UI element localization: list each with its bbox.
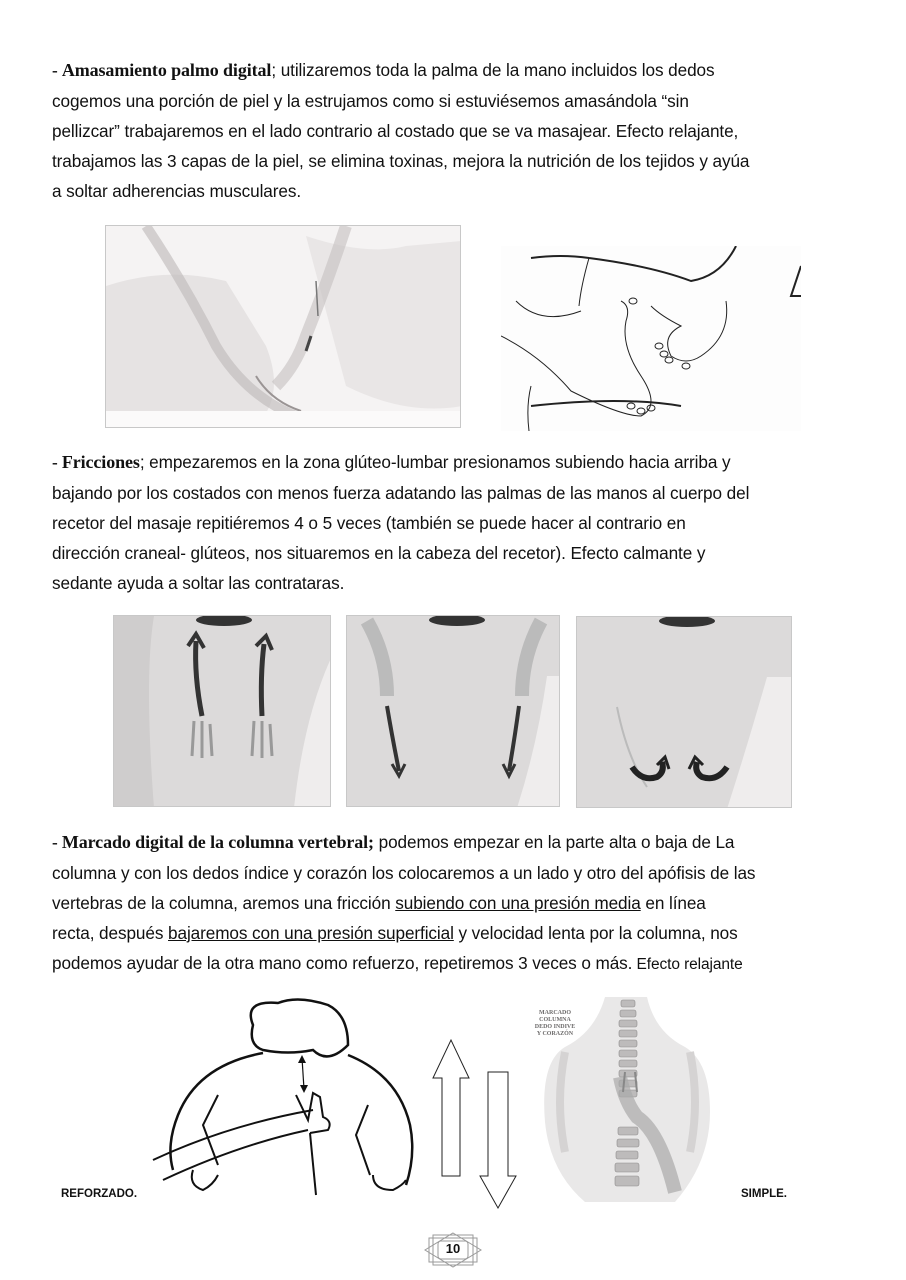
section-line (52, 918, 857, 948)
figure-label-line: Y CORAZÓN (536, 1031, 574, 1037)
body-text-small: Efecto relajante (632, 956, 743, 973)
section-line: columna y con los dedos índice y corazón los colocaremos a un lado y otro del apófisis de las (52, 863, 756, 883)
section-amasamiento (52, 55, 857, 206)
section-line: pellizcar” trabajaremos en el lado contrario al costado que se va masajear. Efecto relajante, (52, 121, 739, 141)
section-line (52, 55, 857, 86)
underlined-text: subiendo con una presión media (395, 893, 641, 913)
body-text: vertebras de la columna, aremos una fricción (52, 893, 396, 913)
section-title: Amasamiento palmo digital (61, 60, 272, 80)
photo-hands-kneading-back (105, 225, 461, 428)
caption-simple: SIMPLE. (741, 1188, 788, 1200)
drawing-hands-kneading-side (501, 246, 801, 431)
section-line (52, 827, 857, 858)
body-text: y velocidad lenta por la columna, nos (453, 923, 738, 943)
section-marcado-digital (52, 827, 857, 980)
section-line: trabajamos las 3 capas de la piel, se elimina toxinas, mejora la nutrición de los tejidos y ayúa (52, 151, 750, 171)
underlined-text: bajaremos con una presión superficial (168, 923, 454, 943)
body-text: podemos empezar en la parte alta o baja de La (373, 832, 735, 852)
section-line (52, 948, 857, 980)
section-title: Marcado digital de la columna vertebral; (61, 832, 374, 852)
section-line: sedante ayuda a soltar las contrataras. (52, 573, 345, 593)
bullet-dash: - (52, 61, 62, 80)
section-line: recetor del masaje repitiéremos 4 o 5 veces (también se puede hacer al contrario en (52, 513, 686, 533)
arrows-up-down-icon (430, 1036, 520, 1211)
photo-friction-upward (113, 615, 331, 807)
photo-friction-downward-sides (346, 615, 560, 807)
figure-label-line: DEDO INDIVE (534, 1024, 576, 1030)
illustration-spine-marking-simple (525, 992, 725, 1202)
section-line: dirección craneal- glúteos, nos situaremos en la cabeza del recetor). Efecto calmante y (52, 543, 706, 563)
figure-label-line: MARCADO (539, 1010, 571, 1016)
body-text: podemos ayudar de la otra mano como refuerzo, repetiremos 3 veces o más. (52, 953, 633, 973)
body-text: ; utilizaremos toda la palma de la mano incluidos los dedos (271, 60, 715, 80)
page-number: 10 (445, 1241, 461, 1256)
section-line: bajando por los costados con menos fuerza adatando las palmas de las manos al cuerpo del (52, 483, 750, 503)
section-fricciones (52, 447, 857, 598)
section-line (52, 888, 857, 918)
drawing-spine-marking-reinforced (148, 995, 423, 1200)
page-number-badge (423, 1232, 483, 1268)
figure-label-line: COLUMNA (539, 1017, 571, 1023)
caption-reforzado: REFORZADO. (61, 1188, 138, 1200)
body-text: en línea (640, 893, 706, 913)
section-title: Fricciones (61, 452, 140, 472)
photo-friction-lumbar-circles (576, 616, 792, 808)
bullet-dash: - (52, 453, 62, 472)
section-line (52, 447, 857, 478)
body-text: recta, después (52, 923, 169, 943)
body-text: ; empezaremos en la zona glúteo-lumbar presionamos subiendo hacia arriba y (139, 452, 731, 472)
section-line: a soltar adherencias musculares. (52, 181, 302, 201)
bullet-dash: - (52, 833, 62, 852)
section-line: cogemos una porción de piel y la estrujamos como si estuviésemos amasándola “sin (52, 91, 689, 111)
